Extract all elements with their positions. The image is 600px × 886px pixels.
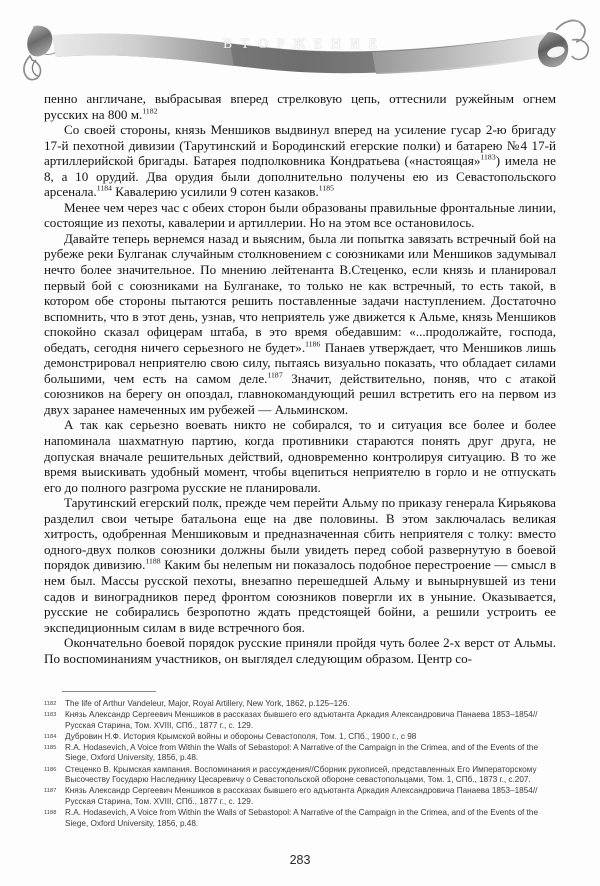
footnote-number[interactable]: 1186 — [44, 766, 57, 773]
page-number: 283 — [289, 853, 311, 867]
footnote-text: The life of Arthur Vandeleur, Major, Royal Artillery, New York, 1862, p.125–126. — [65, 699, 350, 708]
footnote-separator-rule — [62, 691, 156, 692]
footnote-list — [44, 699, 558, 830]
paragraph: Давайте теперь вернемся назад и выясним, была ли попытка завязать встречный бой на рубеже реки Булганак случайным столкновением с союзниками или Меншиков задумывал нечто более значительное. По мнению лейтенанта В.Стеценко, если князь и планировал первый бой с союзниками на Булганаке, то только не как встречный, то есть такой, в котором обе стороны пытаются решить поставленные задачи наступлением. Достаточно вспомнить, что в этот день, узнав, что неприятель уже движется к Альме, князь Меншиков спокойно сказал офицерам штаба, в это время обедавшим: «...продолжайте, господа, обедать, сегодня ничего серьезного не будет».$^{1186}$ Панаев утверждает, что Меншиков лишь демонстрировал неприятелю свою силу, пытаясь визуально показать, что обладает силами большими, чем есть на самом деле.$^{1187}$ Значит, действительно, поняв, что с атакой союзников на берегу он опоздал, главнокомандующий решил встретить его на первом из двух заранее намеченных им рубежей — Альминском. — [44, 230, 556, 417]
footnote-reference[interactable]: 1188 — [145, 557, 161, 567]
footnote-text: Князь Александр Сергеевич Меншиков в рассказах бывшего его адъютанта Аркадия Александровича Панаева 1853–1854//Русская Старина, Том. XVIII, СПб., 1877 г., с. 129. — [65, 786, 538, 806]
paragraph: Тарутинский егерский полк, прежде чем перейти Альму по приказу генерала Кирьякова разделил свои четыре батальона еще на две половины. В этом заключалась великая хитрость, одобренная Меншиковым и предназначенная сбить неприятеля с толку: вместо одного-двух полков союзники должны были увидеть перед собой развернутую в боевой порядок дивизию.$^{1188}$ Каким бы нелепым ни показалось подобное перестроение — смысл в нем был. Массы русской пехоты, внезапно перешедшей Альму и вынырнувшей из тени садов и виноградников перед фронтом союзников повергли их в уныние. Оказывается, русские не собирались безропотно ждать предстоящей бойни, а решили устроить ее экспедиционным силам в виде встречного боя. — [44, 495, 556, 635]
footnote-reference[interactable]: 1183 — [480, 152, 496, 162]
footnote-reference[interactable]: 1186 — [305, 339, 321, 349]
footnote-number[interactable]: 1185 — [44, 744, 57, 751]
footnote-number[interactable]: 1187 — [44, 788, 57, 795]
paragraph: Со своей стороны, князь Меншиков выдвинул вперед на усиление гусар 2-ю бригаду 17-й пехотной дивизии (Тарутинский и Бородинский егерские полки) и батарею №4 17-й артиллерийской бригады. Батарея подполковника Кондратьева («настоящая»$^{1183}$) имела не 8, а 10 орудий. Два орудия были дополнительно получены ею из Севастопольского арсенала.$^{1184}$ Кавалерию усилили 9 сотен казаков.$^{1185}$ — [44, 122, 556, 200]
footnote-item — [44, 786, 558, 807]
paragraph: Окончательно боевой порядок русские приняли пройдя чуть более 2-х верст от Альмы. По воспоминаниям участников, он выглядел следующим образом. Центр со- — [44, 635, 556, 666]
footnote-reference[interactable]: 1182 — [142, 106, 158, 116]
paragraph: Менее чем через час с обеих сторон были образованы правильные фронтальные линии, состоящие из пехоты, кавалерии и артиллерии. Но на этом все остановилось. — [44, 199, 556, 231]
footnote-item — [44, 710, 558, 731]
body-text — [44, 91, 556, 666]
footnote-item — [44, 732, 558, 743]
chapter-banner-title: ВТОРЖЕНИЕ — [223, 36, 386, 51]
footnote-item — [44, 765, 558, 786]
footnote-text: Стеценко В. Крымская кампания. Воспоминания и рассуждения//Сборник рукописей, представленных Его Императорскому Высочеству Государю Наследнику Цесаревичу о Севастопольской обороне севастопольцами, Том. 1, СПб., 1873 г., с.207. — [65, 764, 537, 785]
ribbon-banner-icon — [0, 8, 600, 90]
footnote-number[interactable]: 1184 — [44, 733, 57, 740]
footnote-item — [44, 743, 558, 764]
ribbon-left-tail — [24, 26, 60, 80]
footnote-number[interactable]: 1182 — [44, 701, 57, 707]
footnote-reference[interactable]: 1187 — [267, 370, 283, 380]
footnote-text: R.A. Hodasevich, A Voice from Within the Walls of Sebastopol: A Narrative of the Campaign in the Crimea, and of the Events of the Siege, Oxford University, 1856, p.48. — [65, 807, 538, 828]
footnote-text: Дубровин Н.Ф. История Крымской войны и обороны Севастополя, Том. 1, СПб., 1900 г., с 98 — [65, 731, 417, 741]
footnote-number[interactable]: 1188 — [44, 809, 57, 816]
footnote-item — [44, 699, 558, 710]
paragraph: пенно англичане, выбрасывая вперед стрелковую цепь, оттеснили ружейным огнем русских на 800 м.$^{1182}$ — [44, 91, 556, 122]
footnote-text: R.A. Hodasevich, A Voice from Within the Walls of Sebastopol: A Narrative of the Campaign in the Crimea, and of the Events of the Siege, Oxford University, 1856, p.48. — [65, 742, 538, 763]
footnote-reference[interactable]: 1185 — [318, 183, 335, 193]
footnote-item — [44, 808, 558, 829]
footnote-number[interactable]: 1183 — [44, 712, 57, 719]
footnote-reference[interactable]: 1184 — [96, 183, 113, 193]
footnote-text: Князь Александр Сергеевич Меншиков в рассказах бывшего его адъютанта Аркадия Александровича Панаева 1853–1854//Русская Старина, Том. XVIII, СПб., 1877 г., с. 129. — [65, 710, 538, 730]
paragraph: А так как серьезно воевать никто не собирался, то и ситуация все более и более напоминала шахматную партию, когда противники стараются понять друг друга, не допуская вначале решительных действий, одновременно контролируя ситуацию. В то же время выискивать удобный момент, чтобы вцепиться неприятелю в горло и не отпускать его до полного разгрома русские не планировали. — [44, 417, 556, 495]
